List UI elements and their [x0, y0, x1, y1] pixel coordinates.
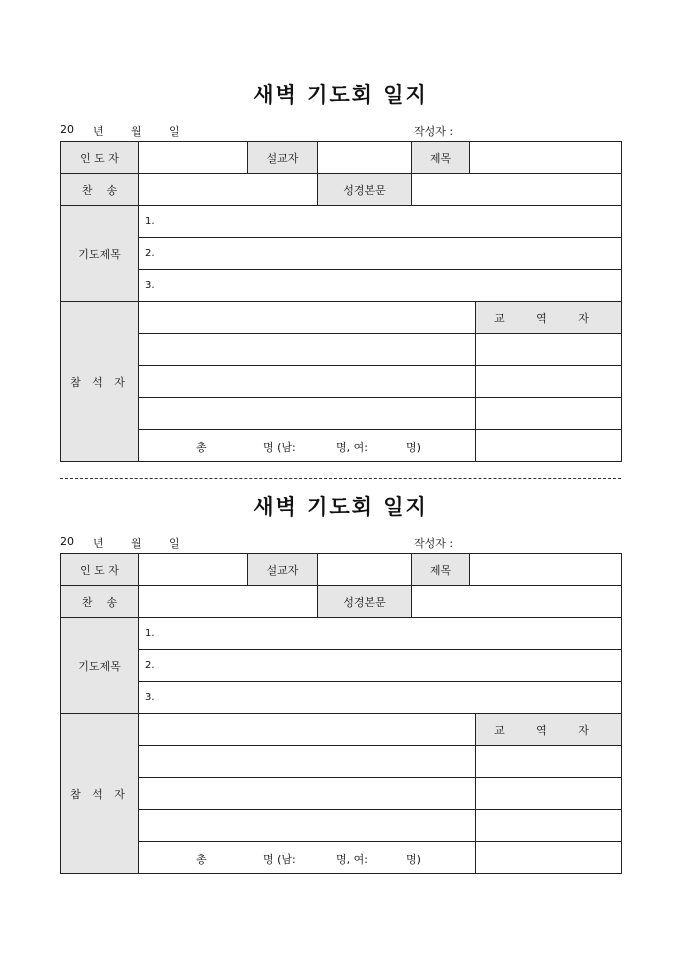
- hymn-field[interactable]: [139, 586, 318, 618]
- year-prefix: 20: [60, 535, 74, 548]
- form-title: 새벽 기도회 일지: [253, 494, 428, 519]
- prayer-log-form-2: [60, 490, 621, 874]
- year-prefix: 20: [60, 123, 74, 136]
- prayer-item-2[interactable]: 2.: [139, 238, 622, 270]
- fellowship-field[interactable]: [476, 430, 622, 462]
- attendee-row: [61, 398, 622, 430]
- prayer-topics-label: 기도제목: [61, 206, 139, 302]
- year-label: 년: [93, 125, 104, 138]
- attendee-total[interactable]: [139, 430, 476, 462]
- total-row: [61, 842, 622, 874]
- scripture-field[interactable]: [412, 586, 622, 618]
- attendee-field[interactable]: [139, 302, 476, 334]
- total-people: 명 (남:: [263, 853, 296, 866]
- scripture-label: 성경본문: [318, 586, 412, 618]
- total-row: [61, 430, 622, 462]
- leader-field[interactable]: [139, 554, 248, 586]
- topic-label: 제목: [412, 554, 470, 586]
- attendees-label: 참 석 자: [61, 302, 139, 462]
- year-label: 년: [93, 537, 104, 550]
- prayer-log-table: [60, 141, 622, 462]
- month-label: 월: [131, 125, 142, 138]
- leader-field[interactable]: [139, 142, 248, 174]
- attendee-field[interactable]: [139, 714, 476, 746]
- hymn-field[interactable]: [139, 174, 318, 206]
- attendee-row: [61, 302, 622, 334]
- prayer-row: [61, 270, 622, 302]
- cut-line-divider: [60, 478, 621, 479]
- prayer-item-1[interactable]: 1.: [139, 618, 622, 650]
- total-label: 총: [196, 853, 207, 866]
- hymn-label: 찬 송: [61, 586, 139, 618]
- attendee-row: [61, 810, 622, 842]
- fellowship-field[interactable]: [476, 398, 622, 430]
- total-women: 명): [406, 853, 421, 866]
- scripture-label: 성경본문: [318, 174, 412, 206]
- author-label: 작성자 :: [414, 125, 454, 138]
- topic-field[interactable]: [470, 554, 622, 586]
- attendees-label: 참 석 자: [61, 714, 139, 874]
- prayer-topics-label: 기도제목: [61, 618, 139, 714]
- fellowship-label: 교 역 자: [476, 714, 622, 746]
- prayer-log-form-1: [60, 78, 621, 462]
- attendee-total[interactable]: [139, 842, 476, 874]
- month-label: 월: [131, 537, 142, 550]
- preacher-field[interactable]: [318, 554, 412, 586]
- attendee-row: [61, 746, 622, 778]
- preacher-label: 설교자: [248, 142, 318, 174]
- hymn-row: [61, 174, 622, 206]
- fellowship-field[interactable]: [476, 334, 622, 366]
- leader-label: 인 도 자: [61, 142, 139, 174]
- fellowship-field[interactable]: [476, 746, 622, 778]
- attendee-row: [61, 714, 622, 746]
- attendee-field[interactable]: [139, 334, 476, 366]
- attendee-row: [61, 334, 622, 366]
- prayer-item-3[interactable]: 3.: [139, 270, 622, 302]
- prayer-row: [61, 238, 622, 270]
- fellowship-label: 교 역 자: [476, 302, 622, 334]
- total-men: 명, 여:: [336, 441, 368, 454]
- attendee-field[interactable]: [139, 746, 476, 778]
- total-men: 명, 여:: [336, 853, 368, 866]
- prayer-item-3[interactable]: 3.: [139, 682, 622, 714]
- leader-label: 인 도 자: [61, 554, 139, 586]
- total-people: 명 (남:: [263, 441, 296, 454]
- leader-row: [61, 554, 622, 586]
- day-label: 일: [169, 537, 180, 550]
- prayer-row: [61, 682, 622, 714]
- preacher-field[interactable]: [318, 142, 412, 174]
- total-label: 총: [196, 441, 207, 454]
- fellowship-field[interactable]: [476, 810, 622, 842]
- preacher-label: 설교자: [248, 554, 318, 586]
- fellowship-field[interactable]: [476, 842, 622, 874]
- form-title: 새벽 기도회 일지: [253, 82, 428, 107]
- topic-field[interactable]: [470, 142, 622, 174]
- total-women: 명): [406, 441, 421, 454]
- leader-row: [61, 142, 622, 174]
- attendee-field[interactable]: [139, 810, 476, 842]
- attendee-field[interactable]: [139, 778, 476, 810]
- attendee-row: [61, 366, 622, 398]
- attendee-field[interactable]: [139, 398, 476, 430]
- prayer-item-1[interactable]: 1.: [139, 206, 622, 238]
- date-author-row: [60, 533, 621, 553]
- attendee-field[interactable]: [139, 366, 476, 398]
- hymn-label: 찬 송: [61, 174, 139, 206]
- author-label: 작성자 :: [414, 537, 454, 550]
- fellowship-field[interactable]: [476, 778, 622, 810]
- date-author-row: [60, 121, 621, 141]
- prayer-row: [61, 618, 622, 650]
- topic-label: 제목: [412, 142, 470, 174]
- prayer-item-2[interactable]: 2.: [139, 650, 622, 682]
- day-label: 일: [169, 125, 180, 138]
- prayer-row: [61, 206, 622, 238]
- fellowship-field[interactable]: [476, 366, 622, 398]
- scripture-field[interactable]: [412, 174, 622, 206]
- prayer-log-table: [60, 553, 622, 874]
- prayer-row: [61, 650, 622, 682]
- hymn-row: [61, 586, 622, 618]
- attendee-row: [61, 778, 622, 810]
